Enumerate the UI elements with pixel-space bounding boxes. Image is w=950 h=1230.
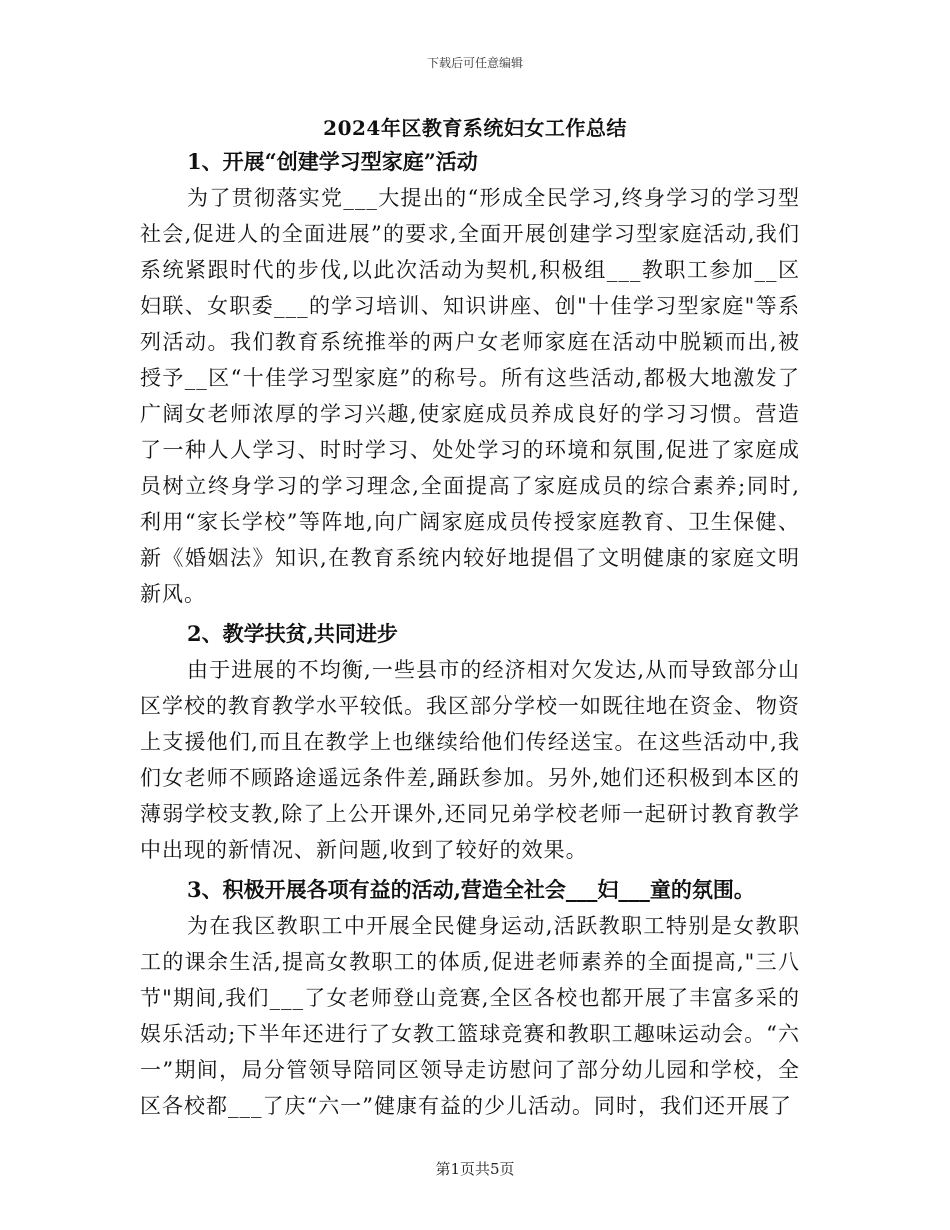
section-3-paragraph: 为在我区教职工中开展全民健身运动,活跃教职工特别是女教职工的课余生活,提高女教职工的体质,促进老师素养的全面提高,"三八节"期间,我们___了女老师登山竞赛,全区各校也都开展了丰富多采的娱乐活动;下半年还进行了女教工篮球竞赛和教职工趣味运动会。“六一”期间，局分管领导陪同区领导走访慰问了部分幼儿园和学校，全区各校都___了庆“六一”健康有益的少儿活动。同时，我们还开展了 (140, 914, 800, 1118)
document-title: 2024年区教育系统妇女工作总结 (323, 116, 627, 140)
section-2-heading: 2、教学扶贫,共同进步 (187, 621, 398, 646)
section-1-paragraph: 为了贯彻落实党___大提出的“形成全民学习,终身学习的学习型社会,促进人的全面进展”的要求,全面开展创建学习型家庭活动,我们系统紧跟时代的步伐,以此次活动为契机,积极组___教职工参加__区妇联、女职委___的学习培训、知识讲座、创"十佳学习型家庭"等系列活动。我们教育系统推举的两户女老师家庭在活动中脱颖而出,被授予__区“十佳学习型家庭”的称号。所有这些活动,都极大地激发了广阔女老师浓厚的学习兴趣,使家庭成员养成良好的学习习惯。营造了一种人人学习、时时学习、处处学习的环境和氛围,促进了家庭成员树立终身学习的学习理念,全面提高了家庭成员的综合素养;同时,利用“家长学校”等阵地,向广阔家庭成员传授家庭教育、卫生保健、新《婚姻法》知识,在教育系统内较好地提倡了文明健康的家庭文明新风。 (140, 186, 800, 606)
header-note: 下载后可任意编辑 (426, 56, 523, 70)
section-3-heading: 3、积极开展各项有益的活动,营造全社会___妇___童的氛围。 (187, 877, 755, 902)
page-footer: 第1页共5页 (435, 1160, 515, 1178)
section-2-paragraph: 由于进展的不均衡,一些县市的经济相对欠发达,从而导致部分山区学校的教育教学水平较低。我区部分学校一如既往地在资金、物资上支援他们,而且在教学上也继续给他们传经送宝。在这些活动中,我们女老师不顾路途遥远条件差,踊跃参加。另外,她们还积极到本区的薄弱学校支教,除了上公开课外,还同兄弟学校老师一起研讨教育教学中出现的新情况、新问题,收到了较好的效果。 (140, 658, 800, 862)
section-1-heading: 1、开展“创建学习型家庭”活动 (187, 149, 478, 174)
document-body (140, 140, 800, 1124)
